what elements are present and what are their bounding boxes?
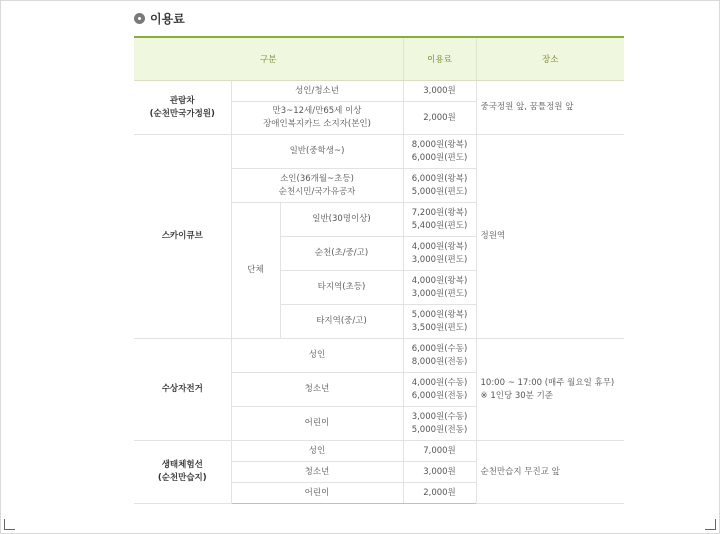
fee-cell: 4,000원(수동) 6,000원(전동)	[403, 373, 476, 407]
fee-cell: 8,000원(왕복) 6,000원(편도)	[403, 135, 476, 169]
category-garden: 관람차 (순천만국가정원)	[134, 81, 231, 135]
row-label: 일반(30명이상)	[280, 203, 403, 237]
corner-mark-bottom-left	[4, 519, 15, 530]
row-label: 청소년	[231, 462, 403, 483]
category-skycube: 스카이큐브	[134, 135, 231, 339]
fee-cell: 7,000원	[403, 441, 476, 462]
fee-cell: 3,000원	[403, 462, 476, 483]
fee-cell: 2,000원	[403, 483, 476, 504]
fee-table	[134, 36, 624, 504]
table-header-row	[134, 37, 624, 81]
row-label: 성인	[231, 339, 403, 373]
row-label: 일반(중학생~)	[231, 135, 403, 169]
row-label: 순천(초/중/고)	[280, 237, 403, 271]
table-row	[134, 339, 624, 373]
row-label: 어린이	[231, 483, 403, 504]
category-bike: 수상자전거	[134, 339, 231, 441]
fee-cell: 6,000원(수동) 8,000원(전동)	[403, 339, 476, 373]
page-title: 이용료	[150, 12, 185, 26]
row-label: 소인(36개월~초등) 순천시민/국가유공자	[231, 169, 403, 203]
place-garden: 중국정원 앞, 꿈틀정원 앞	[476, 81, 624, 135]
table-row	[134, 81, 624, 102]
fee-cell: 4,000원(왕복) 3,000원(편도)	[403, 271, 476, 305]
row-label: 만3~12세/만65세 이상 장애인복지카드 소지자(본인)	[231, 102, 403, 135]
table-row	[134, 441, 624, 462]
row-label: 어린이	[231, 407, 403, 441]
fee-cell: 6,000원(왕복) 5,000원(편도)	[403, 169, 476, 203]
fee-cell: 5,000원(왕복) 3,500원(편도)	[403, 305, 476, 339]
place-skycube: 정원역	[476, 135, 624, 339]
row-label: 성인/청소년	[231, 81, 403, 102]
corner-mark-bottom-right	[705, 519, 716, 530]
header-division: 구분	[134, 37, 403, 81]
fee-cell: 2,000원	[403, 102, 476, 135]
category-eco: 생태체험선 (순천만습지)	[134, 441, 231, 504]
row-label: 성인	[231, 441, 403, 462]
bullet-circle-icon	[134, 13, 145, 24]
row-label: 청소년	[231, 373, 403, 407]
row-label: 타지역(초등)	[280, 271, 403, 305]
header-fee: 이용료	[403, 37, 476, 81]
header-place: 장소	[476, 37, 624, 81]
row-label: 타지역(중/고)	[280, 305, 403, 339]
place-bike: 10:00 ~ 17:00 (매주 월요일 휴무) ※ 1인당 30분 기준	[476, 339, 624, 441]
place-eco: 순천만습지 무진교 앞	[476, 441, 624, 504]
table-row	[134, 135, 624, 169]
section-heading	[134, 10, 185, 27]
fee-cell: 3,000원(수동) 5,000원(전동)	[403, 407, 476, 441]
group-label: 단체	[231, 203, 280, 339]
fee-cell: 3,000원	[403, 81, 476, 102]
fee-cell: 4,000원(왕복) 3,000원(편도)	[403, 237, 476, 271]
fee-cell: 7,200원(왕복) 5,400원(편도)	[403, 203, 476, 237]
